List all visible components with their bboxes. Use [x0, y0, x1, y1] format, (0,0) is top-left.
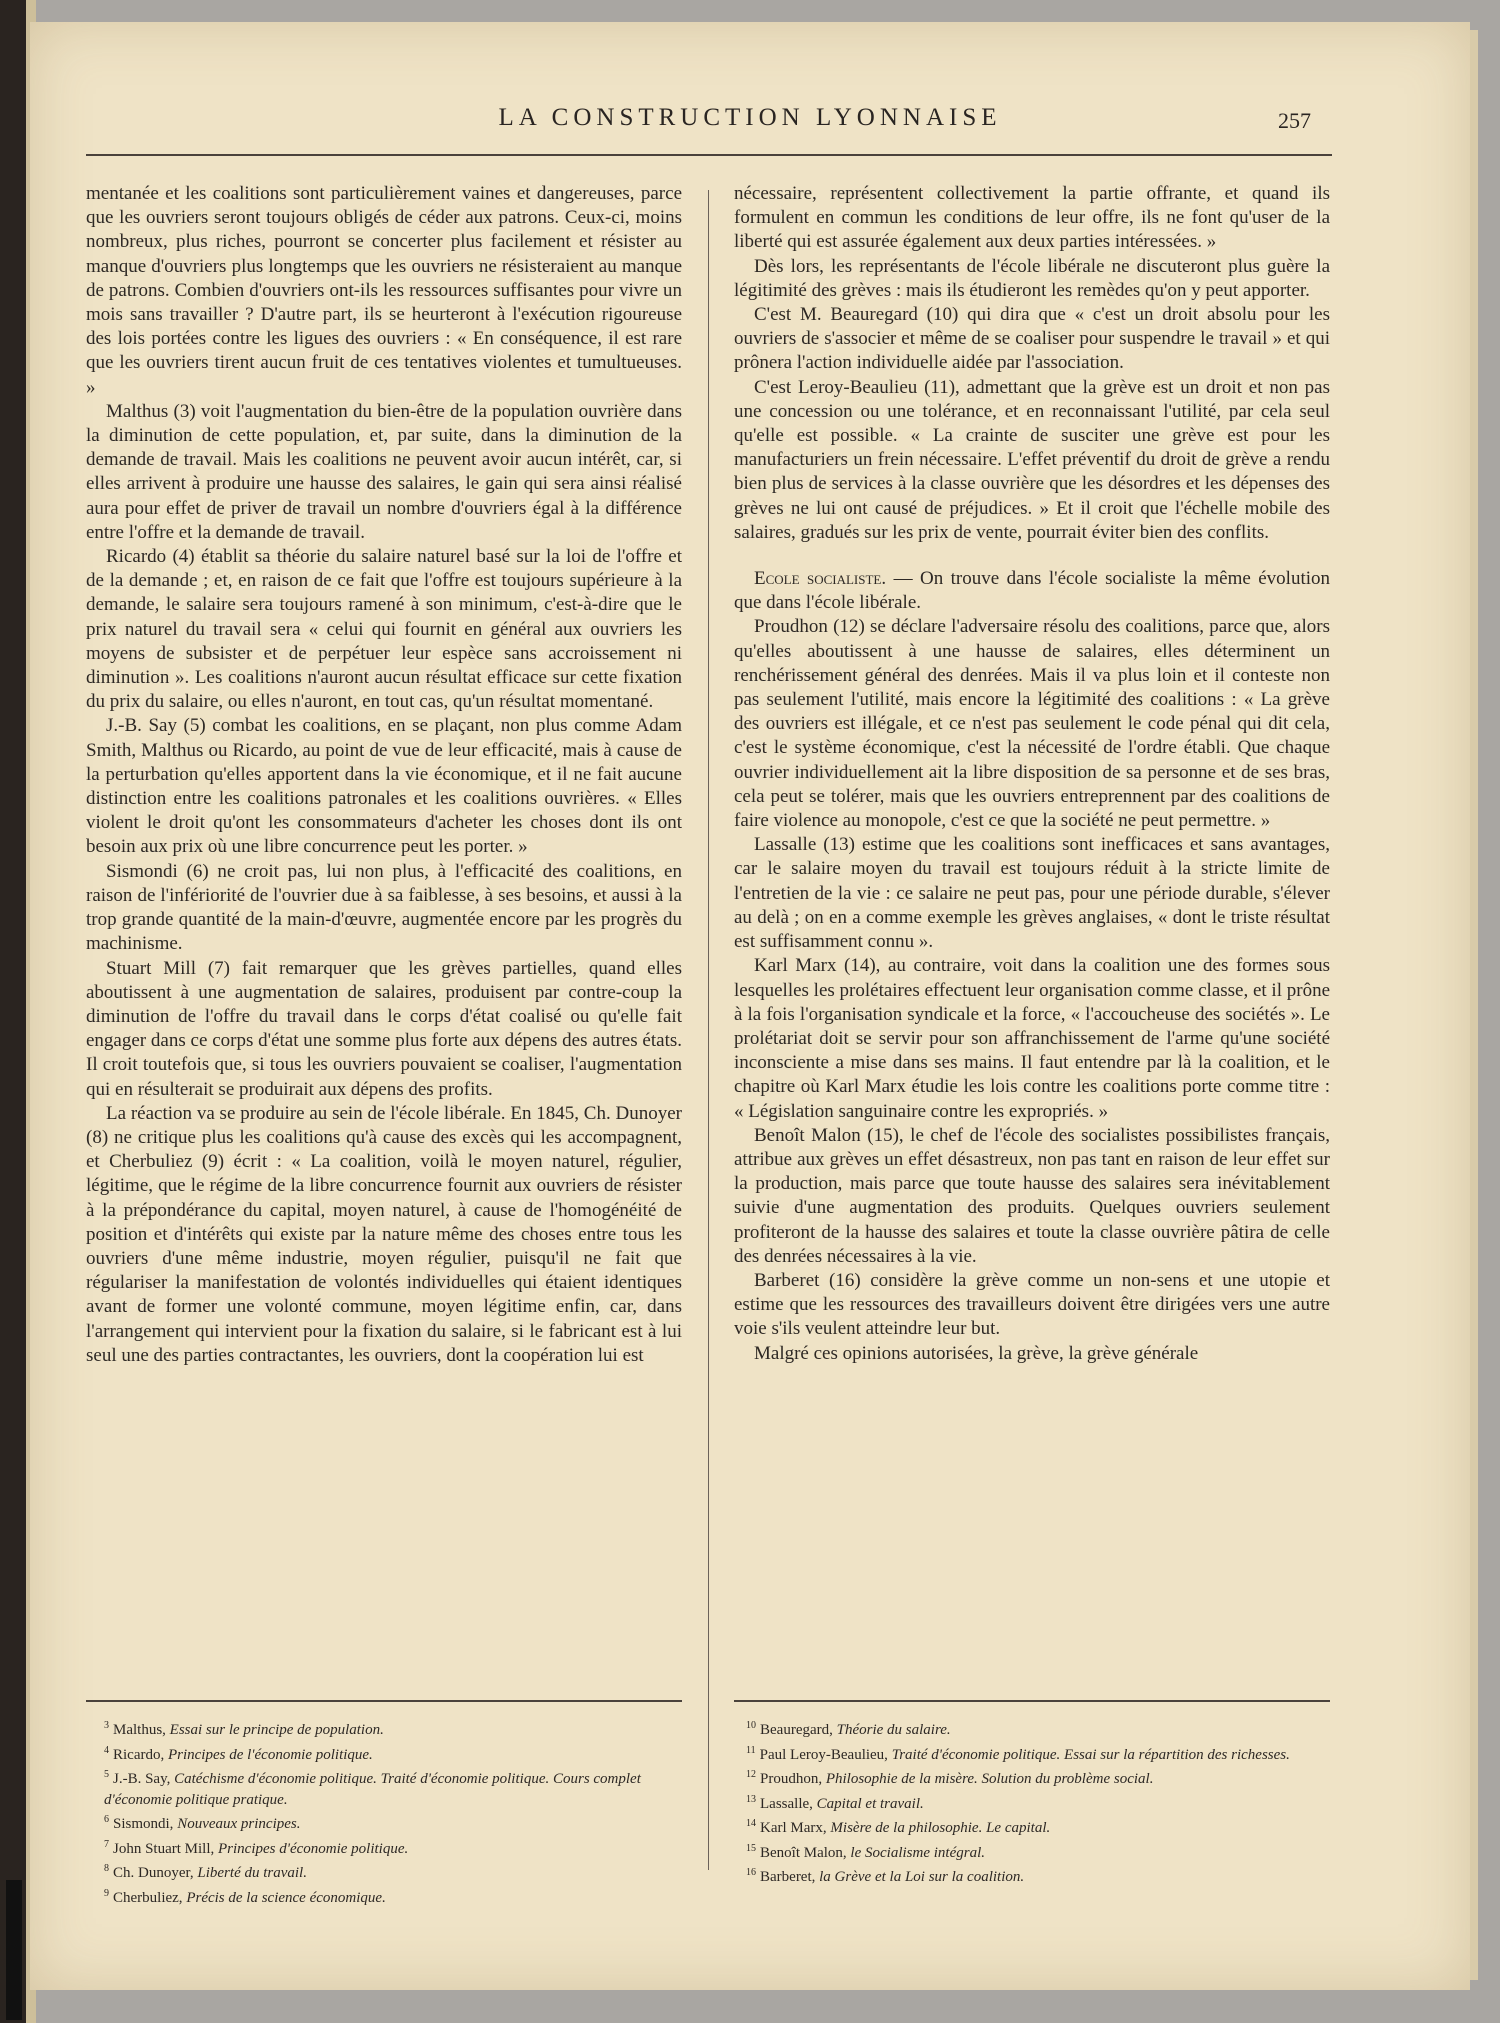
- footnote: [746, 1741, 1342, 1766]
- footnote-rule: [734, 1700, 1330, 1702]
- paragraph: Dès lors, les représentants de l'école libérale ne discuteront plus guère la légitimité des grèves : mais ils étudieront les remèdes qu'on y peut apporter.: [734, 255, 1330, 301]
- header-rule: [86, 154, 1332, 156]
- paragraph: C'est Leroy-Beaulieu (11), admettant que la grève est un droit et non pas une concession ou une tolérance, et en reconnaissant l'utilité, par cela seul qu'elle est possible. « La crainte de susciter une grève est pour les manufacturiers un frein nécessaire. L'effet préventif du droit de grève a rendu bien plus de services à la classe ouvrière que les désordres et les dépenses des grèves ne lui ont causé de préjudices. » Et il croit que l'échelle mobile des salaires, gradués sur les prix de vente, pourrait éviter bien des conflits.: [734, 376, 1330, 543]
- footnote-title: Traité d'économie politique. Essai sur la répartition des richesses.: [891, 1746, 1290, 1763]
- footnote: [104, 1765, 700, 1810]
- footnote-author: Beauregard,: [760, 1722, 833, 1738]
- footnote-author: Lassalle,: [760, 1795, 813, 1812]
- paragraph: La réaction va se produire au sein de l'école libérale. En 1845, Ch. Dunoyer (8) ne critique plus les coalitions qu'à cause des excès qui les accompagnent, et Cherbuliez (9) écrit : « La coalition, voilà le moyen naturel, régulier, légitime, que le régime de la libre concurrence fournit aux ouvriers de résister à la prépondérance du capital, moyen naturel, à cause de l'homogénéité de position et d'intérêts qui existe par la nature même des choses entre tous les ouvriers d'une même industrie, moyen régulier, puisqu'il ne fait que régulariser la manifestation de volontés individuelles qui étaient identiques avant de former une volonté commune, moyen légitime enfin, car, dans l'arrangement qui intervient pour la fixation du salaire, si le fabricant est à lui seul une des parties contractantes, les ouvriers, dont la coopération lui est: [86, 1102, 682, 1366]
- footnote-number: 9: [104, 1887, 109, 1899]
- paragraph: Lassalle (13) estime que les coalitions sont inefficaces et sans avantages, car le salaire moyen du travail est toujours réduit à la stricte limite de l'entretien de la vie : ce salaire ne peut pas, pour une période durable, s'élever au delà ; on en a comme exemple les grèves anglaises, « dont le triste résultat est suffisamment connu ».: [734, 834, 1330, 953]
- paragraph: Proudhon (12) se déclare l'adversaire résolu des coalitions, parce que, alors qu'elles aboutissent à une hausse de salaires, elles déterminent un renchérissement général des denrées. Mais il va plus loin et il conteste non pas seulement l'utilité, mais encore la légitimité des coalitions : « La grève des ouvriers est illégale, et ce n'est pas seulement le code pénal qui dit cela, c'est le système économique, c'est la nécessité de l'ordre établi. Que chaque ouvrier individuellement ait la libre disposition de sa personne et de ses bras, cela peut se tolérer, mais que les ouvriers entreprennent par des coalitions de faire violence au monopole, c'est ce que la société ne peut permettre. »: [734, 616, 1330, 832]
- left-text-column: [86, 182, 682, 1682]
- footnote-title: Théorie du salaire.: [836, 1722, 951, 1738]
- footnotes-right: [746, 1716, 1342, 1888]
- footnote-author: Paul Leroy-Beaulieu,: [759, 1746, 888, 1763]
- section-paragraph: [734, 567, 1330, 615]
- footnote-author: Sismondi,: [113, 1816, 174, 1832]
- footnote: [746, 1765, 1342, 1790]
- footnote-author: Benoît Malon,: [760, 1844, 847, 1861]
- footnote-number: 6: [104, 1814, 109, 1825]
- footnote-title: Catéchisme d'économie politique. Traité d'économie politique. Cours complet d'économie politique pratique.: [104, 1771, 641, 1808]
- footnote-number: 5: [104, 1769, 109, 1780]
- book-gutter: [0, 0, 26, 2023]
- footnote: [104, 1859, 700, 1884]
- footnote: [746, 1863, 1342, 1888]
- footnote-author: Proudhon,: [760, 1771, 823, 1787]
- paragraph: Barberet (16) considère la grève comme un non-sens et une utopie et estime que les ressources des travailleurs doivent être dirigées vers une autre voie s'ils veulent atteindre leur but.: [734, 1269, 1330, 1340]
- footnote: [104, 1741, 700, 1766]
- footnote: [746, 1790, 1342, 1815]
- footnote-number: 7: [104, 1838, 109, 1850]
- paragraph: Ricardo (4) établit sa théorie du salaire naturel basé sur la loi de l'offre et de la demande ; et, en raison de ce fait que l'offre est toujours supérieure à la demande, le salaire sera toujours ramené à son minimum, c'est-à-dire que le prix naturel du travail sera « celui qui fournit en général aux ouvriers les moyens de subsister et de perpétuer leur espèce sans accroissement ni diminution ». Les coalitions n'auront aucun résultat efficace sur cette fixation du prix du salaire, ou elles n'auront, en tout cas, qu'un résultat momentané.: [86, 546, 682, 713]
- footnote-author: Ricardo,: [113, 1746, 165, 1763]
- section-lead-text: — On trouve dans l'école socialiste la même évolution que dans l'école libérale.: [734, 568, 1330, 614]
- footnote-author: Barberet,: [760, 1869, 816, 1885]
- footnote-title: Essai sur le principe de population.: [169, 1722, 384, 1738]
- footnote-title: Misère de la philosophie. Le capital.: [830, 1820, 1051, 1836]
- paragraph: nécessaire, représentent collectivement la partie offrante, et quand ils formulent en commun les conditions de leur offre, ils ne font qu'user de la liberté qui est assurée également aux deux parties intéressées. »: [734, 183, 1330, 253]
- footnote-number: 12: [746, 1769, 756, 1780]
- section-heading: Ecole socialiste.: [754, 568, 887, 590]
- footnote-number: 10: [746, 1720, 756, 1731]
- footnote-title: Précis de la science économique.: [186, 1889, 386, 1906]
- footnote-title: le Socialisme intégral.: [850, 1844, 985, 1861]
- footnote-author: Ch. Dunoyer,: [113, 1865, 194, 1881]
- footnote: [104, 1810, 700, 1835]
- footnote: [104, 1835, 700, 1860]
- footnote-number: 16: [746, 1867, 756, 1878]
- paragraph: Sismondi (6) ne croit pas, lui non plus, à l'efficacité des coalitions, en raison de l'infériorité de l'ouvrier due à sa faiblesse, à ses besoins, et aussi à la trop grande quantité de la main-d'œuvre, augmentée encore par les progrès du machinisme.: [86, 860, 682, 955]
- paragraph: Malthus (3) voit l'augmentation du bien-être de la population ouvrière dans la diminution de cette population, et, par suite, dans la diminution de la demande de travail. Mais les coalitions ne peuvent avoir aucun intérêt, car, si elles arrivent à produire une hausse des salaires, le gain qui sera ainsi réalisé aura pour effet de priver de travail un nombre d'ouvriers égal à la différence entre l'offre et la demande de travail.: [86, 400, 682, 543]
- footnote-number: 13: [746, 1793, 756, 1805]
- paragraph: J.-B. Say (5) combat les coalitions, en se plaçant, non plus comme Adam Smith, Malthus ou Ricardo, au point de vue de leur efficacité, mais à cause de la perturbation qu'elles apportent dans la vie économique, et il ne fait aucune distinction entre les coalitions patronales et les coalitions ouvrières. « Elles violent le droit qu'ont les consommateurs d'acheter les choses dont ils ont besoin aux prix où une libre concurrence peut les porter. »: [86, 715, 682, 858]
- page-number: 257: [1278, 108, 1311, 133]
- bookmark-ribbon: [6, 1880, 22, 2020]
- running-title: LA CONSTRUCTION LYONNAISE: [498, 104, 1002, 131]
- footnote-author: J.-B. Say,: [113, 1771, 171, 1787]
- paragraph: Karl Marx (14), au contraire, voit dans la coalition une des formes sous lesquelles les prolétaires effectuent leur organisation comme classe, et il prône à la fois l'organisation syndicale et la force, « l'accoucheuse des sociétés ». Le prolétariat doit se servir pour son affranchissement de l'arme qu'une société inconsciente a mise dans ses mains. Il faut entendre par là la coalition, et le chapitre où Karl Marx étudie les lois contre les coalitions porte comme titre : « Législation sanguinaire contre les expropriés. »: [734, 955, 1330, 1122]
- footnote: [104, 1716, 700, 1741]
- paragraph: Malgré ces opinions autorisées, la grève, la grève générale: [754, 1342, 1199, 1364]
- footnote-number: 14: [746, 1818, 756, 1829]
- paragraph: mentanée et les coalitions sont particulièrement vaines et dangereuses, parce que les ouvriers seront toujours obligés de céder aux patrons. Ceux-ci, moins nombreux, plus riches, pourront se concerter plus facilement et résister au manque d'ouvriers plus longtemps que les ouvriers ne résisteraient au manque de patrons. Combien d'ouvriers ont-ils les ressources suffisantes pour vivre un mois sans travailler ? D'autre part, ils se heurteront à l'exécution rigoureuse des lois portées contre les ligues des ouvriers : « En conséquence, il est rare que les ouvriers tirent aucun fruit de ces tentatives violentes et tumultueuses. »: [86, 183, 682, 398]
- footnote-author: Malthus,: [113, 1722, 166, 1738]
- footnote-title: Nouveaux principes.: [177, 1816, 301, 1832]
- footnotes-left: [104, 1716, 700, 1908]
- footnote-title: Principes de l'économie politique.: [167, 1746, 373, 1763]
- footnote: [746, 1814, 1342, 1839]
- footnote-author: Cherbuliez,: [113, 1889, 183, 1906]
- footnote-number: 3: [104, 1720, 109, 1731]
- footnote: [104, 1884, 700, 1909]
- footnote-number: 8: [104, 1863, 109, 1874]
- footnote-author: Karl Marx,: [760, 1820, 827, 1836]
- footnote-title: Philosophie de la misère. Solution du problème social.: [825, 1771, 1154, 1787]
- footnote-number: 4: [104, 1744, 109, 1756]
- footnote-rule: [86, 1700, 682, 1702]
- paragraph: Benoît Malon (15), le chef de l'école des socialistes possibilistes français, attribue aux grèves un effet désastreux, non pas tant en raison de leur effet sur la production, mais parce que toute hausse des salaires sera inévitablement suivie d'une augmentation des produits. Quelques ouvriers seulement profiteront de la hausse des salaires et toute la classe ouvrière pâtira de celle des denrées nécessaires à la vie.: [734, 1124, 1330, 1267]
- footnote-title: Capital et travail.: [816, 1795, 924, 1812]
- footnote: [746, 1839, 1342, 1864]
- footnote-number: 11: [746, 1744, 756, 1756]
- footnote-title: Liberté du travail.: [197, 1865, 307, 1881]
- footnote-author: John Stuart Mill,: [113, 1840, 215, 1857]
- footnote-number: 15: [746, 1842, 756, 1854]
- paragraph: C'est M. Beauregard (10) qui dira que « c'est un droit absolu pour les ouvriers de s'associer et même de se coaliser pour suspendre le travail » et qui prônera l'action individuelle aidée par l'association.: [734, 304, 1330, 374]
- footnote-title: Principes d'économie politique.: [218, 1840, 409, 1857]
- column-divider: [708, 190, 709, 1870]
- right-text-column: [734, 182, 1330, 1682]
- paragraph: Stuart Mill (7) fait remarquer que les grèves partielles, quand elles aboutissent à une augmentation de salaires, produisent par contre-coup la diminution de l'offre du travail dans le corps d'état coalisé ou qu'elle fait engager dans ce corps d'état une somme plus forte aux dépens des autres états. Il croit toutefois que, si tous les ouvriers pouvaient se coaliser, l'augmentation qui en résulterait se produirait aux dépens des profits.: [86, 957, 682, 1100]
- footnote: [746, 1716, 1342, 1741]
- footnote-title: la Grève et la Loi sur la coalition.: [819, 1869, 1025, 1885]
